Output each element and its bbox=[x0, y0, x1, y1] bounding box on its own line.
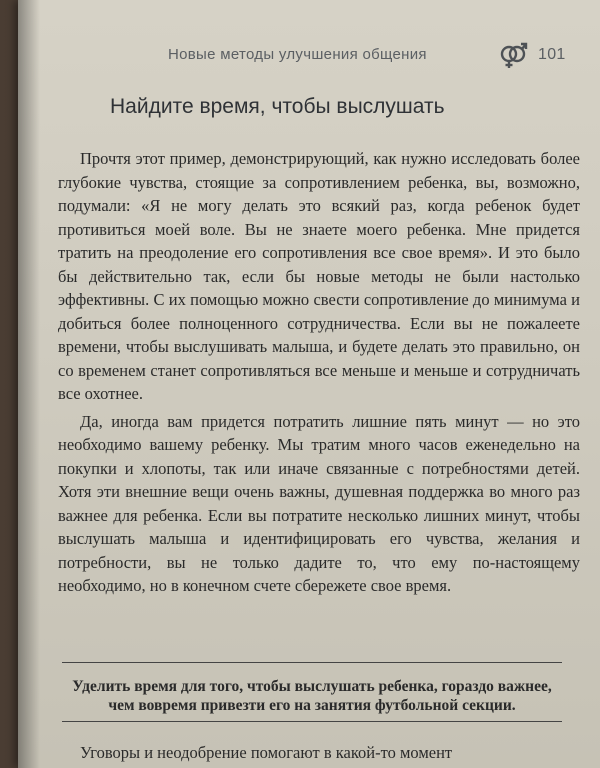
running-head-title: Новые методы улучшения общения bbox=[168, 46, 427, 63]
body-text bbox=[58, 147, 580, 598]
page-gutter-shadow bbox=[18, 0, 40, 768]
paragraph: Да, иногда вам придется потратить лишние пять минут — но это необходимо вашему ребенку. Мы тратим много часов еженедельно на покупки и хлопоты, так или иначе связанные с потребностями детей. Хотя эти внешние вещи очень важны, душевная поддержка во много раз важнее для ребенка. Если вы потратите несколько лишних минут, чтобы выслушать малыша и идентифицировать его чувства, желания и потребности, вы не только дадите то, что ему по-настоящему необходимо, но в конечном счете сбережете свое время. bbox=[58, 411, 580, 595]
page-number: 101 bbox=[538, 46, 566, 63]
section-heading: Найдите время, чтобы выслушать bbox=[110, 95, 445, 118]
running-head bbox=[168, 44, 588, 70]
book-page bbox=[18, 0, 600, 768]
gender-symbols-icon bbox=[498, 40, 528, 70]
callout-quote: Уделить время для того, чтобы выслушать ребенка, гораздо важнее, чем вовремя привезти его на занятия футбольной секции. bbox=[62, 662, 562, 722]
trailing-text-line: Уговоры и неодобрение помогают в какой-то момент bbox=[80, 743, 453, 762]
paragraph: Прочтя этот пример, демонстрирующий, как нужно исследовать более глубокие чувства, стоящие за сопротивлением ребенка, вы, возможно, подумали: «Я не могу делать это всякий раз, когда ребенок будет противиться моей воле. Вы не знаете моего ребенка. Мне придется тратить на преодоление его сопротивления все свое время». И это было бы действительно так, если бы новые методы не были настолько эффективны. С их помощью можно свести сопротивление до минимума и добиться более полноценного сотрудничества. Если вы не пожалеете времени, чтобы выслушивать малыша, и будете делать это правильно, он со временем станет сопротивляться все меньше и меньше и сотрудничать все охотнее. bbox=[58, 149, 580, 403]
